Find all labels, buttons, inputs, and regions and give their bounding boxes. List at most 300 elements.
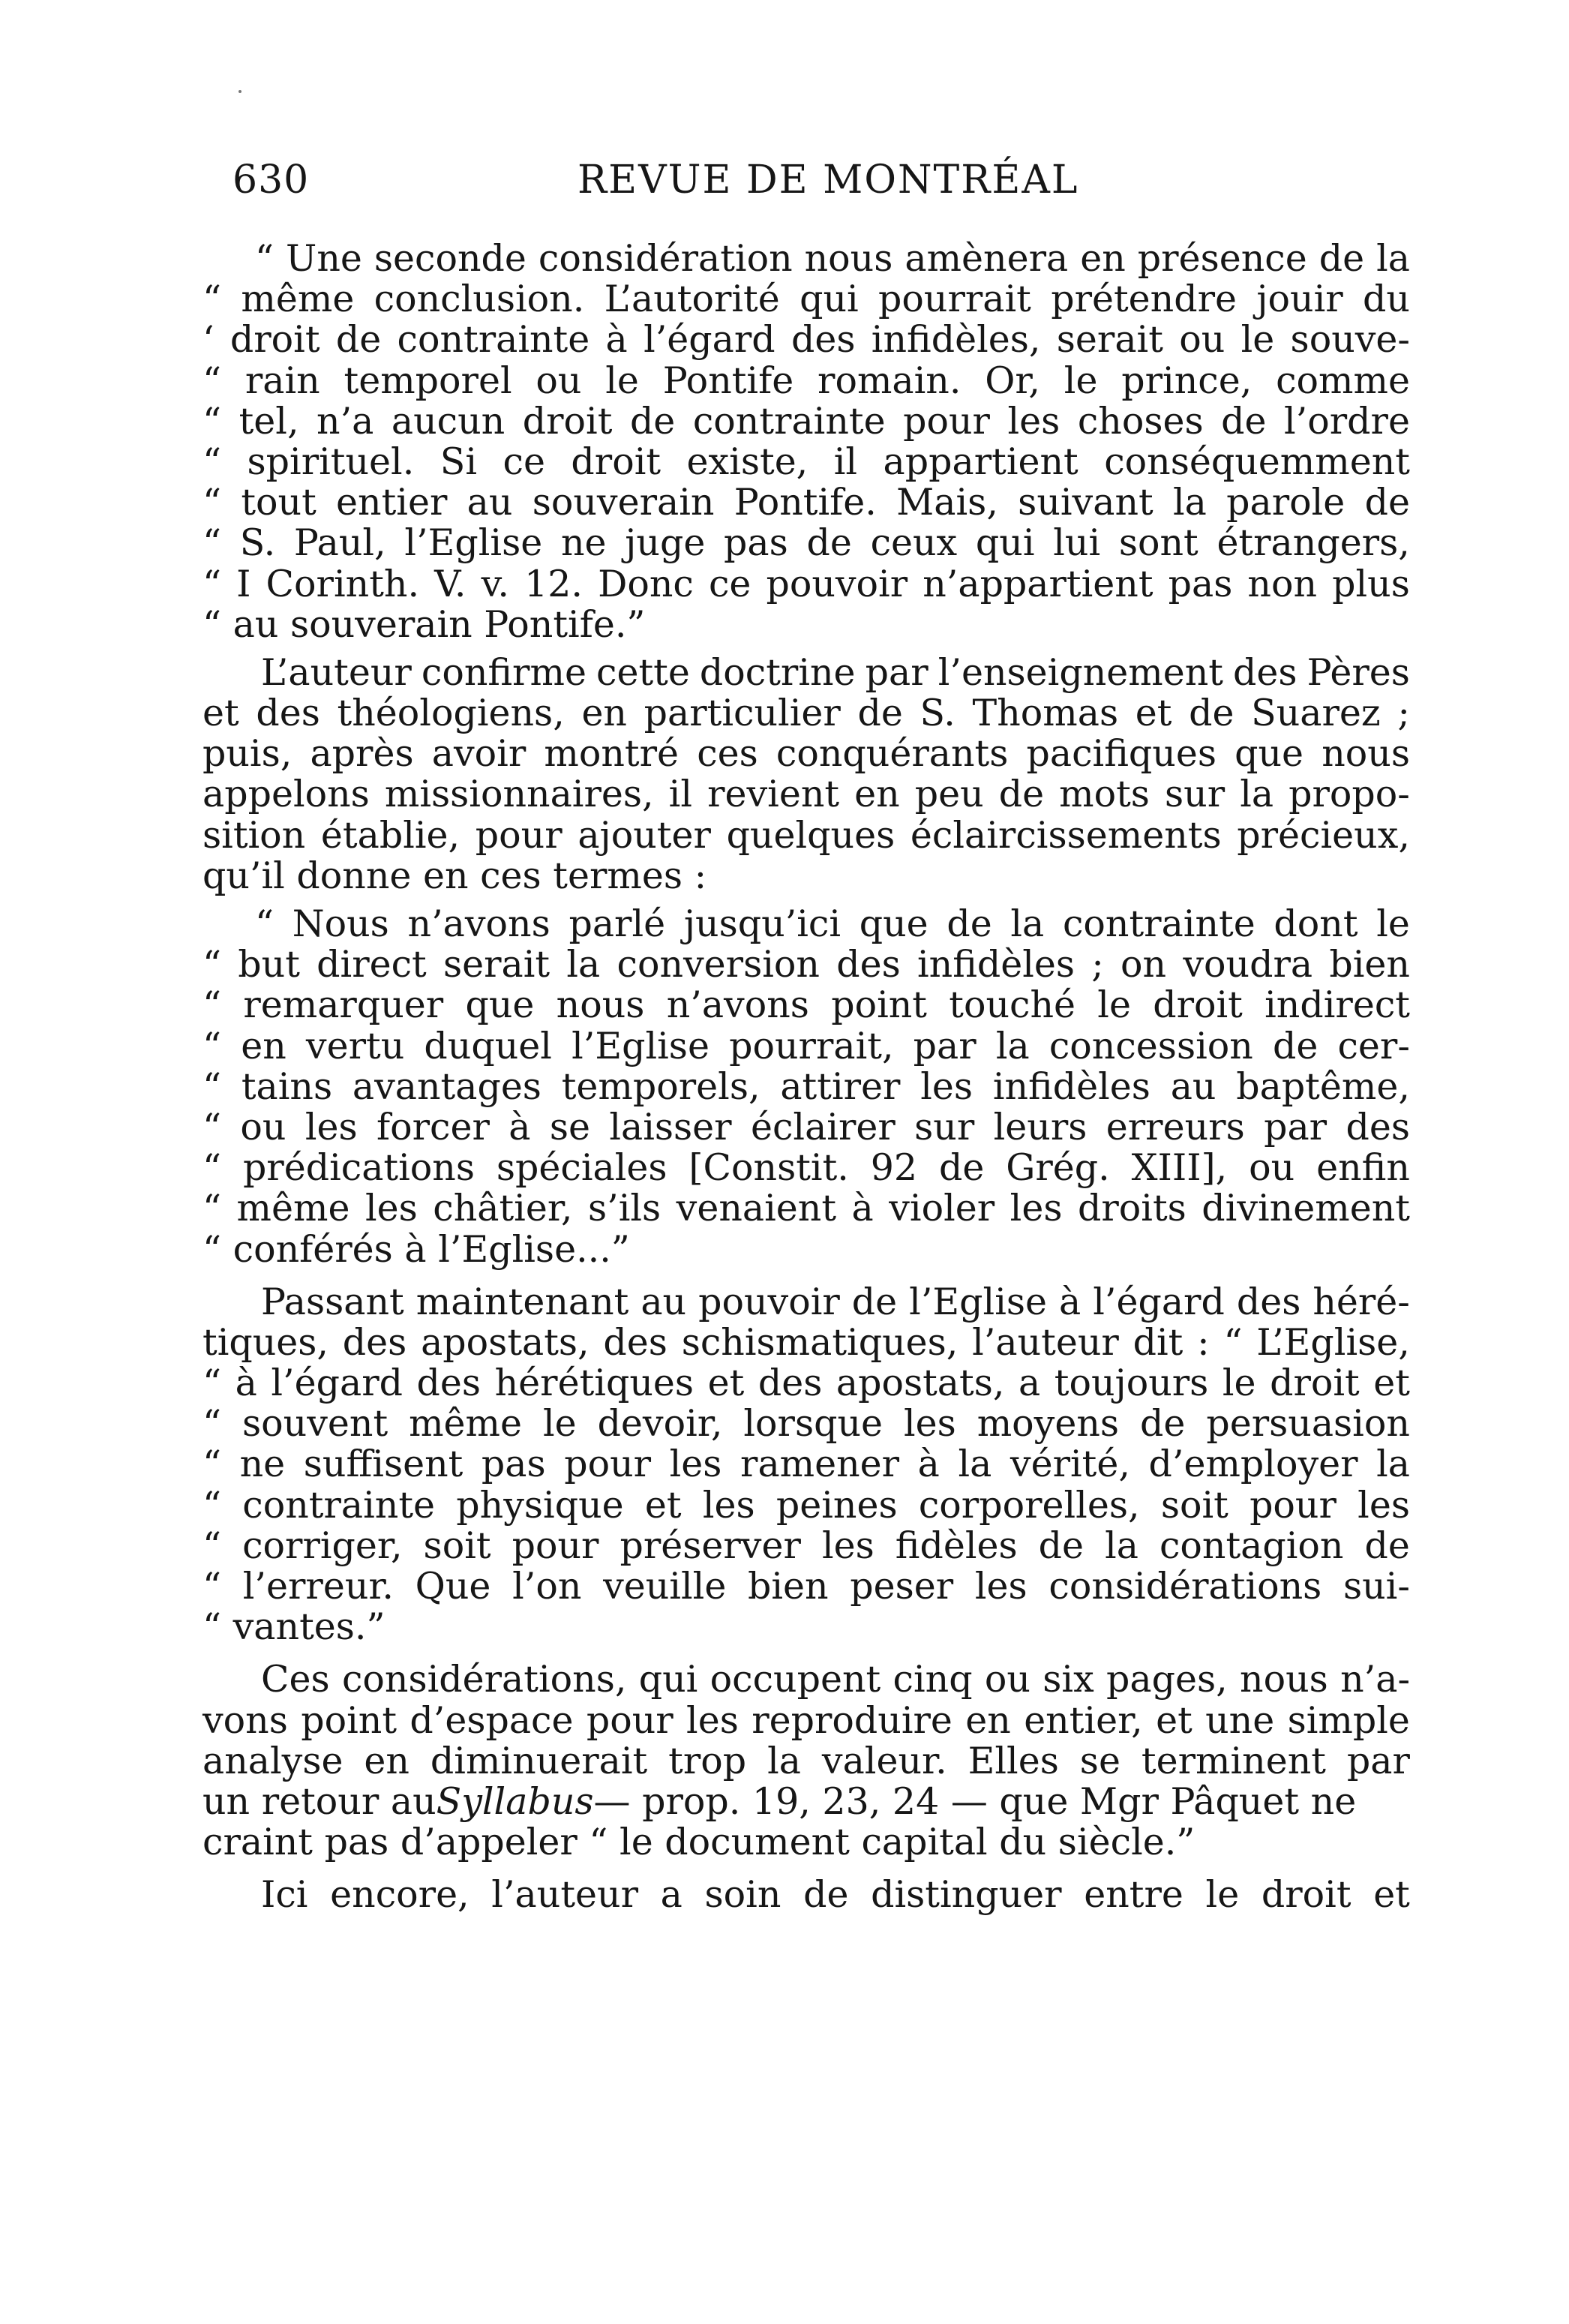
word: entre	[1084, 1873, 1184, 1917]
word: ;	[1397, 692, 1410, 735]
word: comme	[1276, 359, 1410, 402]
word: infidèles	[916, 943, 1076, 986]
page-header	[232, 154, 1402, 206]
word: erreurs	[1106, 1105, 1245, 1148]
word: “	[202, 359, 222, 402]
word: ‘	[202, 318, 214, 362]
word: souvent	[242, 1402, 388, 1446]
word: jouir	[1256, 278, 1343, 321]
word: Nous	[292, 902, 389, 945]
word: par	[1264, 1105, 1328, 1148]
word: infidèles	[992, 1064, 1150, 1108]
word: Pères	[1306, 650, 1410, 694]
word: étrangers,	[1216, 521, 1410, 565]
word: l’enseignement	[938, 650, 1223, 694]
word: par	[1346, 1739, 1410, 1782]
word: seconde	[374, 237, 526, 280]
word: “	[1223, 1320, 1243, 1364]
word: v.	[481, 562, 510, 605]
text-line	[202, 401, 1410, 442]
word: et	[1135, 692, 1172, 735]
text-segment: un retour au	[202, 1779, 436, 1823]
word: ce	[708, 562, 752, 605]
word: avoir	[431, 732, 526, 776]
word: la	[767, 1739, 801, 1782]
word: les	[1010, 1187, 1063, 1230]
word: S.	[239, 521, 276, 565]
word: conclusion.	[374, 278, 585, 321]
word: S.	[920, 692, 956, 735]
word: “	[202, 1565, 222, 1608]
word: considérations	[1048, 1565, 1322, 1608]
word: sui-	[1342, 1565, 1410, 1608]
word: terminent	[1141, 1739, 1326, 1782]
word: n’avons	[666, 983, 809, 1027]
syllabus-italic: Syllabus	[436, 1779, 594, 1823]
word: précieux,	[1237, 813, 1410, 857]
word: le	[1376, 902, 1410, 945]
word: de	[803, 1873, 849, 1917]
word: vertu	[305, 1024, 405, 1067]
word: droit	[1261, 1873, 1352, 1917]
word: bien	[748, 1565, 829, 1608]
word: n’appartient	[922, 562, 1154, 605]
paragraph-6	[202, 1875, 1410, 1915]
text-line	[202, 1363, 1410, 1404]
word: peser	[850, 1565, 954, 1608]
word: devoir,	[597, 1402, 723, 1446]
word: romain.	[818, 359, 962, 402]
word: du	[1363, 278, 1410, 321]
word: Thomas	[972, 692, 1119, 735]
paragraph-4	[202, 1282, 1410, 1648]
word: occupent	[710, 1658, 881, 1701]
word: cette	[596, 650, 690, 694]
word: le	[1097, 983, 1131, 1027]
word: tel,	[238, 399, 299, 443]
word: direct	[316, 943, 427, 986]
word: maintenant	[416, 1280, 629, 1323]
word: toujours	[1054, 1362, 1209, 1405]
word: les	[974, 1565, 1028, 1608]
paragraph-5	[202, 1659, 1410, 1863]
word: les	[920, 1064, 974, 1108]
text-line	[202, 320, 1410, 360]
word: “	[202, 1146, 222, 1190]
word: au	[640, 1280, 687, 1323]
word: lorsque	[743, 1402, 884, 1446]
text-line	[202, 734, 1410, 774]
word: n’a-	[1340, 1658, 1410, 1701]
word: à	[605, 318, 628, 362]
paragraph-2	[202, 650, 1410, 897]
text-line-with-italic	[202, 1779, 1410, 1823]
word: rain	[244, 359, 320, 402]
word: indirect	[1264, 983, 1410, 1027]
word: se	[549, 1105, 590, 1148]
word: châtier,	[433, 1187, 573, 1230]
word: schismatiques,	[681, 1320, 958, 1364]
word: préserver	[620, 1524, 801, 1567]
word: les	[1358, 1483, 1410, 1527]
text-line: qu’il donne en ces termes :	[202, 854, 707, 897]
word: hérétiques	[494, 1362, 694, 1405]
word: persuasion	[1206, 1402, 1410, 1446]
word: pas	[481, 1443, 546, 1486]
word: le	[1222, 1362, 1256, 1405]
text-line	[202, 482, 1410, 523]
word: l’ordre	[1284, 399, 1410, 443]
word: se	[1079, 1739, 1120, 1782]
word: prédications	[242, 1146, 475, 1190]
word: à	[508, 1105, 531, 1148]
word: de	[1189, 692, 1234, 735]
word: ou	[240, 1105, 286, 1148]
word: baptême,	[1236, 1064, 1410, 1108]
word: les	[702, 1483, 755, 1527]
text-line	[202, 1875, 1410, 1915]
word: pour	[586, 1698, 674, 1742]
word: Ici	[261, 1873, 308, 1917]
word: bien	[1329, 943, 1410, 986]
word: entier,	[1024, 1698, 1143, 1742]
text-line	[202, 1444, 1410, 1485]
word: les	[903, 1402, 956, 1446]
word: simple	[1287, 1698, 1410, 1742]
word: droit	[1270, 1362, 1360, 1405]
word: en	[965, 1698, 1011, 1742]
word: l’Eglise	[909, 1280, 1048, 1323]
word: ou	[1249, 1146, 1295, 1190]
text-line	[202, 361, 1410, 401]
body-text	[202, 239, 1410, 1916]
word: contrainte	[1062, 902, 1256, 945]
text-line	[202, 1148, 1410, 1188]
word: ;	[1091, 943, 1104, 986]
word: par	[865, 650, 928, 694]
word: en	[364, 1739, 410, 1782]
word: tains	[241, 1064, 333, 1108]
word: d’employer	[1148, 1443, 1358, 1486]
word: pourrait	[878, 278, 1031, 321]
page-number: 630	[232, 158, 310, 203]
word: le	[1240, 318, 1275, 362]
word: pacifiques	[1026, 732, 1216, 776]
word: nous	[1240, 1658, 1328, 1701]
word: au	[466, 481, 513, 524]
text-line: craint pas d’appeler “ le document capital du siècle.”	[202, 1821, 1196, 1864]
word: de	[946, 902, 992, 945]
word: Ces	[261, 1658, 330, 1701]
word: voudra	[1183, 943, 1313, 986]
word: physique	[456, 1483, 624, 1527]
word: I	[236, 562, 251, 605]
word: “	[202, 1443, 222, 1486]
word: des	[603, 1320, 668, 1364]
word: la	[995, 1024, 1030, 1067]
text-segment: — prop. 19, 23, 24 — que Mgr Pâquet ne	[593, 1779, 1357, 1823]
word: quelques	[726, 813, 896, 857]
word: entier	[336, 481, 448, 524]
word: en	[241, 1024, 286, 1067]
word: plus	[1332, 562, 1410, 605]
word: “	[202, 1362, 222, 1405]
text-line	[202, 1282, 1410, 1323]
word: éclaircissements	[910, 813, 1222, 857]
word: ou	[1179, 318, 1226, 362]
word: de	[998, 773, 1045, 816]
word: prince,	[1121, 359, 1252, 402]
word: l’égard	[271, 1362, 403, 1405]
word: laisser	[609, 1105, 732, 1148]
word: apostats,	[421, 1320, 590, 1364]
word: des	[1346, 1105, 1410, 1148]
word: appelons	[202, 773, 370, 816]
text-line: “ au souverain Pontife.”	[202, 602, 646, 646]
word: droit	[230, 318, 320, 362]
word: même	[236, 1187, 350, 1230]
word: sont	[1118, 521, 1198, 565]
word: L’autorité	[604, 278, 780, 321]
word: prétendre	[1051, 278, 1238, 321]
word: la	[1105, 1524, 1138, 1567]
word: serait	[442, 943, 550, 986]
word: à	[917, 1443, 940, 1486]
word: juge	[625, 521, 706, 565]
word: “	[202, 1524, 222, 1567]
word: nous	[1322, 732, 1410, 776]
word: revient	[707, 773, 840, 816]
word: conversion	[616, 943, 820, 986]
text-line	[202, 1659, 1410, 1700]
word: les	[1007, 399, 1060, 443]
word: des	[416, 1362, 482, 1405]
word: leurs	[993, 1105, 1088, 1148]
word: les	[821, 1524, 874, 1567]
word: lui	[1053, 521, 1101, 565]
word: de	[1318, 237, 1365, 280]
word: pages,	[1106, 1658, 1228, 1701]
word: sition	[202, 813, 306, 857]
word: peu	[914, 773, 984, 816]
word: pour	[564, 1443, 652, 1486]
word: propo-	[1288, 773, 1410, 816]
word: 12.	[524, 562, 584, 605]
word: “	[202, 440, 222, 483]
word: temporel	[344, 359, 512, 402]
word: soin	[704, 1873, 782, 1917]
word: la	[958, 1443, 992, 1486]
word: Passant	[261, 1280, 404, 1323]
word: en	[1080, 237, 1126, 280]
word: infidèles,	[871, 318, 1041, 362]
word: la	[1240, 773, 1274, 816]
word: il	[668, 773, 693, 816]
word: corporelles,	[918, 1483, 1140, 1527]
word: existe,	[686, 440, 808, 483]
text-line	[202, 1566, 1410, 1607]
word: la	[1010, 902, 1045, 945]
word: contrainte	[397, 318, 590, 362]
word: choses	[1077, 399, 1204, 443]
word: le	[1064, 359, 1098, 402]
word: on	[1120, 943, 1167, 986]
word: tout	[241, 481, 316, 524]
word: appartient	[883, 440, 1078, 483]
word: et	[1373, 1362, 1410, 1405]
word: des	[256, 692, 320, 735]
word: “	[202, 1483, 222, 1527]
word: de	[1272, 1024, 1318, 1067]
word: s’ils	[587, 1187, 662, 1230]
word: aucun	[391, 399, 506, 443]
word: ou	[984, 1658, 1030, 1701]
word: des	[790, 318, 856, 362]
word: violer	[889, 1187, 995, 1230]
word: Une	[286, 237, 362, 280]
word: tiques,	[202, 1320, 329, 1364]
word: “	[255, 237, 274, 280]
word: trop	[668, 1739, 747, 1782]
word: dit	[1132, 1320, 1184, 1364]
word: que	[1234, 732, 1304, 776]
text-line	[202, 985, 1410, 1025]
word: a	[660, 1873, 682, 1917]
word: et	[1156, 1698, 1192, 1742]
word: de	[851, 1280, 898, 1323]
word: par	[913, 1024, 976, 1067]
word: présence	[1137, 237, 1307, 280]
word: missionnaires,	[384, 773, 654, 816]
word: “	[202, 399, 222, 443]
word: les	[364, 1187, 418, 1230]
word: souverain	[532, 481, 715, 524]
word: suffisent	[303, 1443, 464, 1486]
word: et	[1373, 1873, 1410, 1917]
word: “	[202, 1402, 222, 1446]
word: ne	[239, 1443, 286, 1486]
word: “	[202, 481, 222, 524]
word: la	[1376, 237, 1410, 280]
word: point	[831, 983, 927, 1027]
word: corriger,	[242, 1524, 403, 1567]
word: que	[465, 983, 535, 1027]
word: reproduire	[752, 1698, 952, 1742]
word: théologiens,	[337, 692, 565, 735]
word: touché	[949, 983, 1076, 1027]
word: V.	[434, 562, 466, 605]
word: contrainte	[692, 399, 886, 443]
word: même	[241, 278, 355, 321]
word: sur	[1165, 773, 1226, 816]
word: Pontife	[662, 359, 794, 402]
word: des	[1233, 650, 1298, 694]
word: vons	[202, 1698, 288, 1742]
word: des	[836, 943, 901, 986]
word: spirituel.	[247, 440, 415, 483]
word: des	[1236, 1280, 1301, 1323]
word: distinguer	[871, 1873, 1062, 1917]
text-line: “ vantes.”	[202, 1605, 386, 1649]
word: ce	[502, 440, 545, 483]
word: parole	[1226, 481, 1346, 524]
word: pas	[724, 521, 788, 565]
word: soit	[423, 1524, 491, 1567]
text-line	[202, 564, 1410, 605]
word: considérations,	[341, 1658, 627, 1701]
word: “	[202, 1105, 222, 1148]
word: l’erreur.	[242, 1565, 394, 1608]
word: des	[758, 1362, 823, 1405]
word: l’Eglise	[572, 1024, 710, 1067]
word: en	[854, 773, 900, 816]
word: Pontife.	[734, 481, 877, 524]
word: encore,	[330, 1873, 470, 1917]
text-line	[202, 1741, 1410, 1782]
word: le	[1205, 1873, 1240, 1917]
word: qui	[800, 278, 859, 321]
word: de	[335, 318, 382, 362]
word: pour	[475, 813, 562, 857]
word: cer-	[1337, 1024, 1410, 1067]
word: remarquer	[243, 983, 444, 1027]
word: l’égard	[1093, 1280, 1225, 1323]
word: L’auteur	[261, 650, 412, 694]
word: qui	[975, 521, 1035, 565]
word: éclairer	[750, 1105, 896, 1148]
word: temporels,	[561, 1064, 760, 1108]
word: au	[1170, 1064, 1216, 1108]
text-line	[202, 693, 1410, 734]
word: 92	[870, 1146, 918, 1190]
word: l’auteur	[972, 1320, 1119, 1364]
word: analyse	[202, 1739, 344, 1782]
word: la	[1376, 1443, 1410, 1486]
text-line	[202, 1320, 1410, 1364]
word: XIII],	[1131, 1146, 1228, 1190]
word: à	[1059, 1280, 1082, 1323]
paragraph-1-quote	[202, 239, 1410, 645]
word: conséquemment	[1104, 440, 1410, 483]
word: le	[605, 359, 639, 402]
word: à	[851, 1187, 874, 1230]
word: suivant	[1018, 481, 1154, 524]
word: souve-	[1290, 318, 1410, 362]
print-speck	[238, 90, 242, 93]
text-line	[202, 944, 1410, 985]
word: pouvoir	[698, 1280, 840, 1323]
text-line	[202, 650, 1410, 694]
word: l’auteur	[491, 1873, 638, 1917]
word: Mais,	[896, 481, 998, 524]
word: pour	[1250, 1483, 1336, 1527]
word: L’Eglise,	[1256, 1320, 1410, 1364]
word: “	[202, 1064, 222, 1108]
word: une	[1205, 1698, 1275, 1742]
word: ceux	[870, 521, 958, 565]
word: avantages	[352, 1064, 542, 1108]
word: en	[581, 692, 627, 735]
text-line: “ conférés à l’Eglise...”	[202, 1227, 630, 1271]
word: [Constit.	[688, 1146, 849, 1190]
word: fidèles	[895, 1524, 1018, 1567]
word: vérité,	[1010, 1443, 1130, 1486]
word: particulier	[644, 692, 841, 735]
word: parlé	[568, 902, 666, 945]
word: droit	[571, 440, 662, 483]
word: à	[235, 1362, 257, 1405]
word: dont	[1274, 902, 1358, 945]
